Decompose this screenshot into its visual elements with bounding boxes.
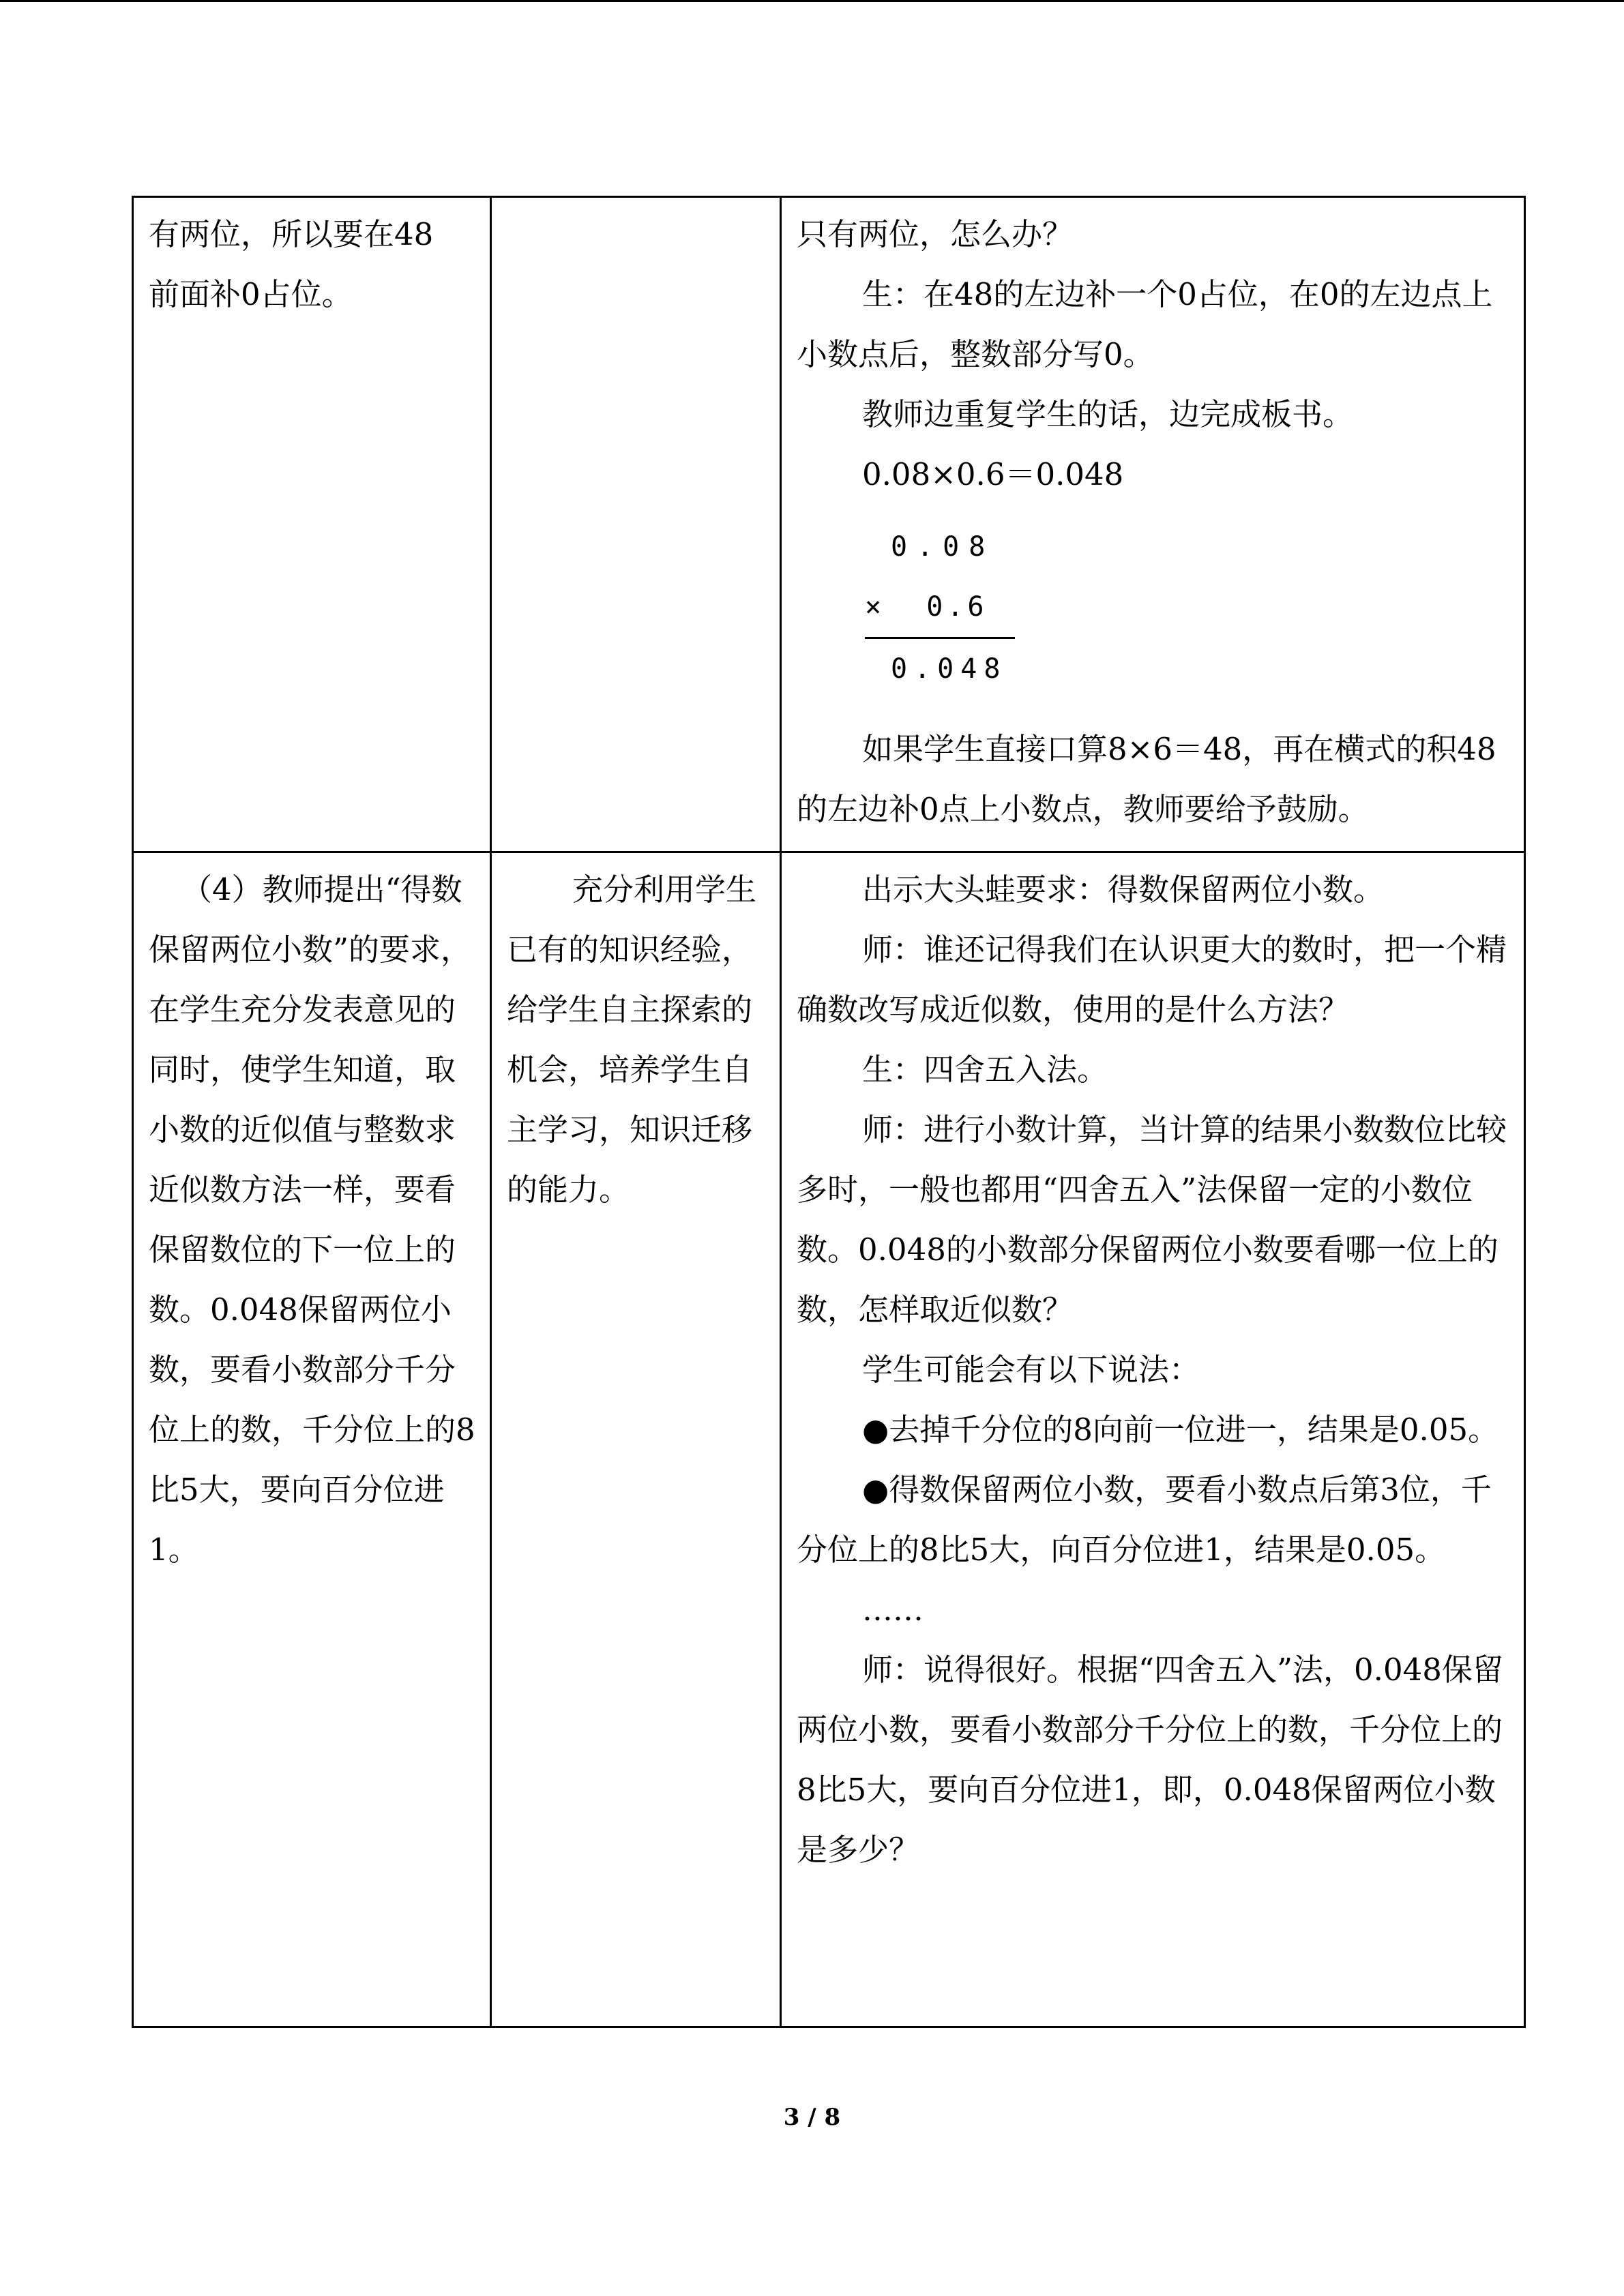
table-row [133,197,1525,852]
multiply-sign: × [865,591,886,623]
vertical-calculation [797,517,1015,699]
cell-paragraph: 生：在48的左边补一个0占位，在0的左边点上小数点后，整数部分写0。 [797,276,1493,372]
cell-paragraph: 教师边重复学生的话，边完成板书。 [862,396,1354,432]
cell-paragraph: 充分利用学生已有的知识经验，给学生自主探索的机会，培养学生自主学习，知识迁移的能力。 [507,871,757,1208]
page-number: 3 / 8 [783,2104,841,2131]
table-row [133,852,1525,2027]
cell-text-line: 只有两位，怎么办？ [797,216,1074,252]
classroom-activity-cell [781,852,1525,2027]
classroom-activity-cell [781,197,1525,852]
cell-paragraph: （4）教师提出“得数保留两位小数”的要求，在学生充分发表意见的同时，使学生知道，取小数的近似值与整数求近似数方法一样，要看保留数位的下一位上的数。0.048保留两位小数，要看小数部分千分位上的数，千分位上的8比5大，要向百分位进1。 [149,871,475,1568]
calc-multiplicand: 0.08 [891,531,995,563]
calc-result: 0.048 [891,653,1007,685]
teaching-process-cell [133,852,491,2027]
bullet-paragraph: ●得数保留两位小数，要看小数点后第3位，千分位上的8比5大，向百分位进1，结果是0.05。 [797,1472,1492,1568]
design-intent-cell [491,197,781,852]
equation: 0.08×0.6＝0.048 [862,456,1124,492]
cell-paragraph: 师：说得很好。根据“四舍五入”法，0.048保留两位小数，要看小数部分千分位上的数，千分位上的8比5大，要向百分位进1，即，0.048保留两位小数是多少？ [797,1652,1503,1868]
cell-paragraph: 学生可能会有以下说法： [862,1352,1200,1388]
cell-paragraph: 出示大头蛙要求：得数保留两位小数。 [862,871,1385,908]
top-border-line [0,0,1624,2]
calc-multiplier-row [865,577,1015,639]
cell-paragraph: 师：进行小数计算，当计算的结果小数数位比较多时，一般也都用“四舍五入”法保留一定的小数位数。0.048的小数部分保留两位小数要看哪一位上的数，怎样取近似数？ [797,1112,1507,1328]
cell-paragraph: 师：谁还记得我们在认识更大的数时，把一个精确数改写成近似数，使用的是什么方法？ [797,931,1507,1028]
cell-paragraph: 如果学生直接口算8×6＝48，再在横式的积48的左边补0点上小数点，教师要给予鼓励。 [797,731,1496,827]
cell-text-line: 前面补0占位。 [149,276,353,312]
ellipsis: …… [862,1592,924,1628]
lesson-plan-table [132,196,1526,2028]
teaching-process-cell [133,197,491,852]
cell-paragraph: 生：四舍五入法。 [862,1052,1108,1088]
bullet-paragraph: ●去掉千分位的8向前一位进一，结果是0.05。 [862,1412,1499,1448]
calc-multiplier: 0.6 [926,591,988,623]
cell-text-line: 有两位，所以要在48 [149,216,434,252]
design-intent-cell [491,852,781,2027]
